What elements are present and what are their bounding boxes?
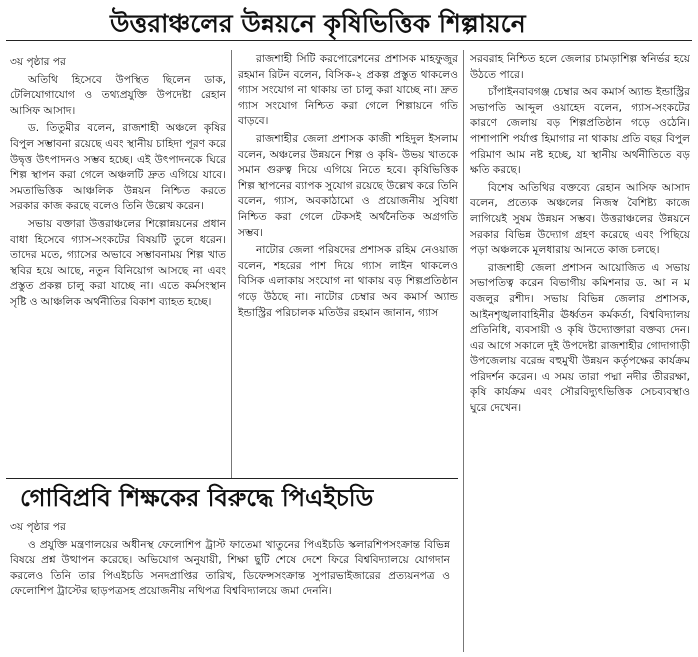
article2-headline: গোবিপ্রবি শিক্ষকের বিরুদ্ধে পিএইচডি: [20, 484, 374, 512]
article1-column-2: [238, 52, 458, 482]
paragraph: রাজশাহী সিটি করপোরেশনের প্রশাসক মাহফুজুর রহমান রিটন বলেন, বিসিক-২ প্রকল্প প্রস্তুত থাকলেও গ্যাস সংযোগ না থাকায় তা চালু করা যাচ্ছে না। দ্রুত গ্যাস সংযোগ নিশ্চিত করা গেলে শিল্পায়নে গতি বাড়বে।: [238, 53, 458, 128]
article1-column-3: [470, 52, 690, 652]
column-divider: [463, 50, 464, 652]
paragraph: রাজশাহীর জেলা প্রশাসক কাজী শহিদুল ইসলাম বলেন, অঞ্চলের উন্নয়নে শিল্প ও কৃষি- উভয় খাতকে সমান গুরুত্ব দিয়ে এগিয়ে নিতে হবে। কৃষিভিত্তিক শিল্প স্থাপনের ব্যাপক সুযোগ রয়েছে উল্লেখ করে তিনি বলেন, গ্যাস, অবকাঠামো ও প্রয়োজনীয় সুবিধা নিশ্চিত করা গেলে টেকসই অর্থনৈতিক অগ্রগতি সম্ভব।: [238, 132, 458, 239]
paragraph: ড. তিতুমীর বলেন, রাজশাহী অঞ্চলে কৃষির বিপুল সম্ভাবনা রয়েছে এবং স্থানীয় চাহিদা পূরণ করে উদ্বৃত্ত উৎপাদনও সম্ভব হচ্ছে। এই উৎপাদনকে ঘিরে শিল্প স্থাপন করা গেলে অঞ্চলটি দ্রুত এগিয়ে যাবে। সমতাভিত্তিক আঞ্চলিক উন্নয়ন নিশ্চিত করতে সরকার কাজ করছে বলেও তিনি উল্লেখ করেন।: [10, 122, 226, 213]
paragraph: সরবরাহ নিশ্চিত হলে জেলার চামড়াশিল্প স্বনির্ভর হয়ে উঠতে পারে।: [470, 53, 690, 81]
paragraph: ও প্রযুক্তি মন্ত্রণালয়ের অধীনস্থ ফেলোশিপ ট্রাস্ট ফাতেমা খাতুনের পিএইচডি স্কলারশিপসংক্রান্ত বিভিন্ন বিষয়ে প্রশ্ন উত্থাপন করেছে। অভিযোগ অনুযায়ী, শিক্ষা ছুটি শেষে দেশে ফিরে বিশ্ববিদ্যালয়ে যোগদান করলেও তিনি তার পিএইচডি সনদপ্রাপ্তির তারিখ, ডিফেন্সসংক্রান্ত সুপারভাইজারের প্রত্যয়নপত্র ও ফেলোশিপ ট্রাস্টের ছাড়পত্রসহ প্রয়োজনীয় নথিপত্র বিশ্ববিদ্যালয়ে জমা দেননি।: [10, 538, 450, 598]
paragraph: অতিথি হিসেবে উপস্থিত ছিলেন ডাক, টেলিযোগাযোগ ও তথ্যপ্রযুক্তি উপদেষ্টা রেহান আসিফ আসাদ।: [10, 73, 226, 117]
article1-column-1: [10, 55, 226, 477]
continued-label: ৩য় পৃষ্ঠার পর: [10, 521, 66, 533]
paragraph: সভায় বক্তারা উত্তরাঞ্চলের শিল্পোন্নয়নের প্রধান বাধা হিসেবে গ্যাস-সংকটের বিষয়টি তুলে ধরেন। তাদের মতে, গ্যাসের অভাবে সম্ভাবনাময় শিল্প খাত স্থবির হয়ে আছে, নতুন বিনিয়োগ আসছে না এবং প্রস্তুত প্রকল্প চালু করা যাচ্ছে না। এতে কর্মসংস্থান সৃষ্টি ও আঞ্চলিক অর্থনীতির বিকাশ ব্যাহত হচ্ছে।: [10, 217, 226, 308]
headline-divider: [6, 40, 692, 41]
article1-headline: উত্তরাঞ্চলের উন্নয়নে কৃষিভিত্তিক শিল্পায়নে: [110, 9, 526, 38]
article2-body: [10, 520, 450, 652]
paragraph: চাঁপাইনবাবগঞ্জ চেম্বার অব কমার্স অ্যান্ড ইন্ডাস্ট্রির সভাপতি আব্দুল ওয়াহেদ বলেন, গ্যাস-সংকটের কারণে জেলায় বড় শিল্পপ্রতিষ্ঠান গড়ে ওঠেনি। পাশাপাশি পর্যাপ্ত হিমাগার না থাকায় প্রতি বছর বিপুল পরিমাণ আম নষ্ট হচ্ছে, যা স্থানীয় অর্থনীতিতে বড় ক্ষতি করছে।: [470, 86, 690, 177]
article-divider: [6, 478, 458, 479]
continued-label: ৩য় পৃষ্ঠার পর: [10, 56, 66, 68]
paragraph: বিশেষ অতিথির বক্তব্যে রেহান আসিফ আসাদ বলেন, প্রত্যেক অঞ্চলের নিজস্ব বৈশিষ্ট্য কাজে লাগিয়েই সুষম উন্নয়ন সম্ভব। উত্তরাঞ্চলের উন্নয়নে সরকার বিভিন্ন উদ্যোগ গ্রহণ করেছে এবং পিছিয়ে পড়া অঞ্চলকে মূলধারায় আনতে কাজ চলছে।: [470, 181, 690, 257]
column-divider: [231, 50, 232, 478]
paragraph: নাটোর জেলা পরিষদের প্রশাসক রহিম নেওয়াজ বলেন, শহরের পাশ দিয়ে গ্যাস লাইন থাকলেও বিসিক এলাকায় সংযোগ না থাকায় বড় শিল্পপ্রতিষ্ঠান গড়ে উঠছে না। নাটোর চেম্বার অব কমার্স অ্যান্ড ইন্ডাস্ট্রির পরিচালক মতিউর রহমান জানান, গ্যাস: [238, 244, 458, 319]
paragraph: রাজশাহী জেলা প্রশাসন আয়োজিত এ সভায় সভাপতিত্ব করেন বিভাগীয় কমিশনার ড. আ ন ম বজলুর রশীদ। সভায় বিভিন্ন জেলার প্রশাসক, আইনশৃঙ্খলাবাহিনীর ঊর্ধ্বতন কর্মকর্তা, বিশ্ববিদ্যালয় প্রতিনিধি, ব্যবসায়ী ও কৃষি উদ্যোক্তারা বক্তব্য দেন। এর আগে সকালে দুই উপদেষ্টা রাজশাহীর গোদাগাড়ী উপজেলায় বরেন্দ্র বহুমুখী উন্নয়ন কর্তৃপক্ষের কার্যক্রম পরিদর্শন করেন। এ সময় তারা পদ্মা নদীর তীররক্ষা, কৃষি কার্যক্রম এবং সৌরবিদ্যুৎভিত্তিক সেচব্যবস্থাও ঘুরে দেখেন।: [470, 261, 690, 415]
